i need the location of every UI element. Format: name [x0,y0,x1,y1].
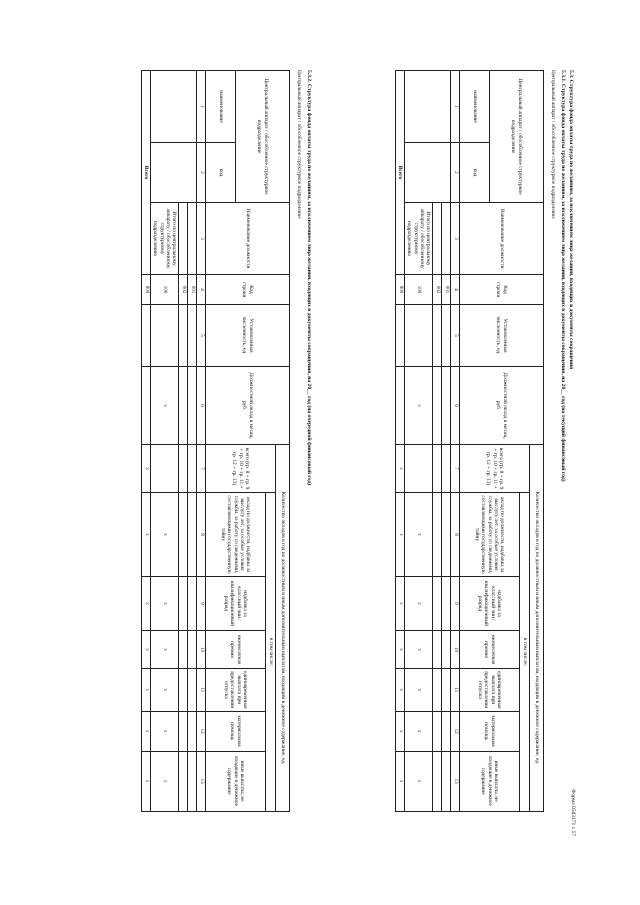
table-row: 002 [433,71,442,812]
col-header-in-that: в том числе: [520,493,530,812]
col-header-total: всего (гр. 8 + гр. 9 + гр. 10 + гр. 11 + гр. 12 + гр. 13) [460,445,530,493]
col-header-11: единовременная выплата при предоставлении отпуска [206,669,266,712]
column-numbers-row: 1 2 3 4 5 6 7 8 9 10 11 12 13 [197,71,206,812]
col-header-position: Наименование должности [206,203,290,275]
col-header-in-that: в том числе: [266,493,276,812]
col-header-subdivision: Центральный аппарат / обособленное структурное подразделение [236,71,290,203]
col-header-row-code: Код строки [206,275,290,305]
section-heading-5-3-2: 5.3.2. Структура фонда оплаты труда по желаниям, за исключением лица желании, входящих в документы сокращения, на 20__ год (на очередной финансовый год) [306,70,312,486]
col-header-code: код [460,143,490,203]
fot-table-next-year [141,70,290,812]
col-header-group: Количество окладов в год по должностным и иным дополнительным выплатам, входящим в денежное содержание, ед. [276,445,290,812]
col-header-8: оклад по должности, надбавка за выслугу лет, за особые условия службы, за работу со сведениями, составляющими государственную тайну [206,493,266,577]
col-header-10: ежемесячная премия [460,631,520,669]
col-header-name: наименование [460,71,490,143]
col-header-monthly-salary: Должностной оклад в месяц, руб. [460,367,544,445]
col-header-name: наименование [206,71,236,143]
table-row: 002 [179,71,188,812]
col-header-13: иные выплаты, не входящие в денежное содержание [460,751,520,811]
col-header-code: код [206,143,236,203]
column-numbers-row: 1 2 3 4 5 6 7 8 9 10 11 12 13 [451,71,460,812]
subdivision-label-2: Центральный аппарат / обособленное структурное подразделение [296,70,302,219]
fot-table-current-year [395,70,544,812]
col-header-10: ежемесячная премия [206,631,266,669]
section-heading-5-3: 5.3. Структура фонда оплаты труда по желаниям, за исключением лица желании, входящих в документы сокращения [568,70,574,370]
col-header-11: единовременная выплата при предоставлении отпуска [460,669,520,712]
col-header-position: Наименование должности [460,203,544,275]
col-header-9: надбавка за классный чин / квалификационный разряд [206,577,266,631]
section-heading-5-3-1: 5.3.1. Структура фонда оплаты труда по желаниям, за исключением лица желании, входящих в документы сокращения, на 20__ год (на текущий финансовый год) [560,70,566,482]
col-header-group: Количество окладов в год по должностным и иным дополнительным выплатам, входящим в денежное содержание, ед. [530,445,544,812]
col-header-13: иные выплаты, не входящие в денежное содержание [206,751,266,811]
subtotal-row: Итого по центральному аппарату / обособленному структурному подразделению 100 x x x x x x x [405,71,433,812]
rotated-form-page [60,62,580,842]
col-header-monthly-salary: Должностной оклад в месяц, руб. [206,367,290,445]
col-header-12: материальная помощь [206,711,266,751]
col-header-subdivision: Центральный аппарат / обособленное структурное подразделение [490,71,544,203]
col-header-9: надбавка за классный чин / квалификационный разряд [460,577,520,631]
total-row: Всего 900 x x x x x x x [395,71,404,812]
table-row: 001 [442,71,451,812]
col-header-staff-count: Установленная численность, ед. [206,305,290,367]
col-header-staff-count: Установленная численность, ед. [460,305,544,367]
col-header-total: всего (гр. 8 + гр. 9 + гр. 10 + гр. 11 + гр. 12 + гр. 13) [206,445,276,493]
table-row: 001 [188,71,197,812]
col-header-row-code: Код строки [460,275,544,305]
subtotal-row: Итого по центральному аппарату / обособленному структурному подразделению 100 x x x x x x x [151,71,179,812]
col-header-8: оклад по должности, надбавка за выслугу лет, за особые условия службы, за работу со сведениями, составляющими государственную тайну [460,493,520,577]
total-row: Всего 900 x x x x x x x [141,71,150,812]
subdivision-label: Центральный аппарат / обособленное структурное подразделение [550,70,556,219]
col-header-12: материальная помощь [460,711,520,751]
form-number: Форма 0503171 с.17 [570,789,576,836]
